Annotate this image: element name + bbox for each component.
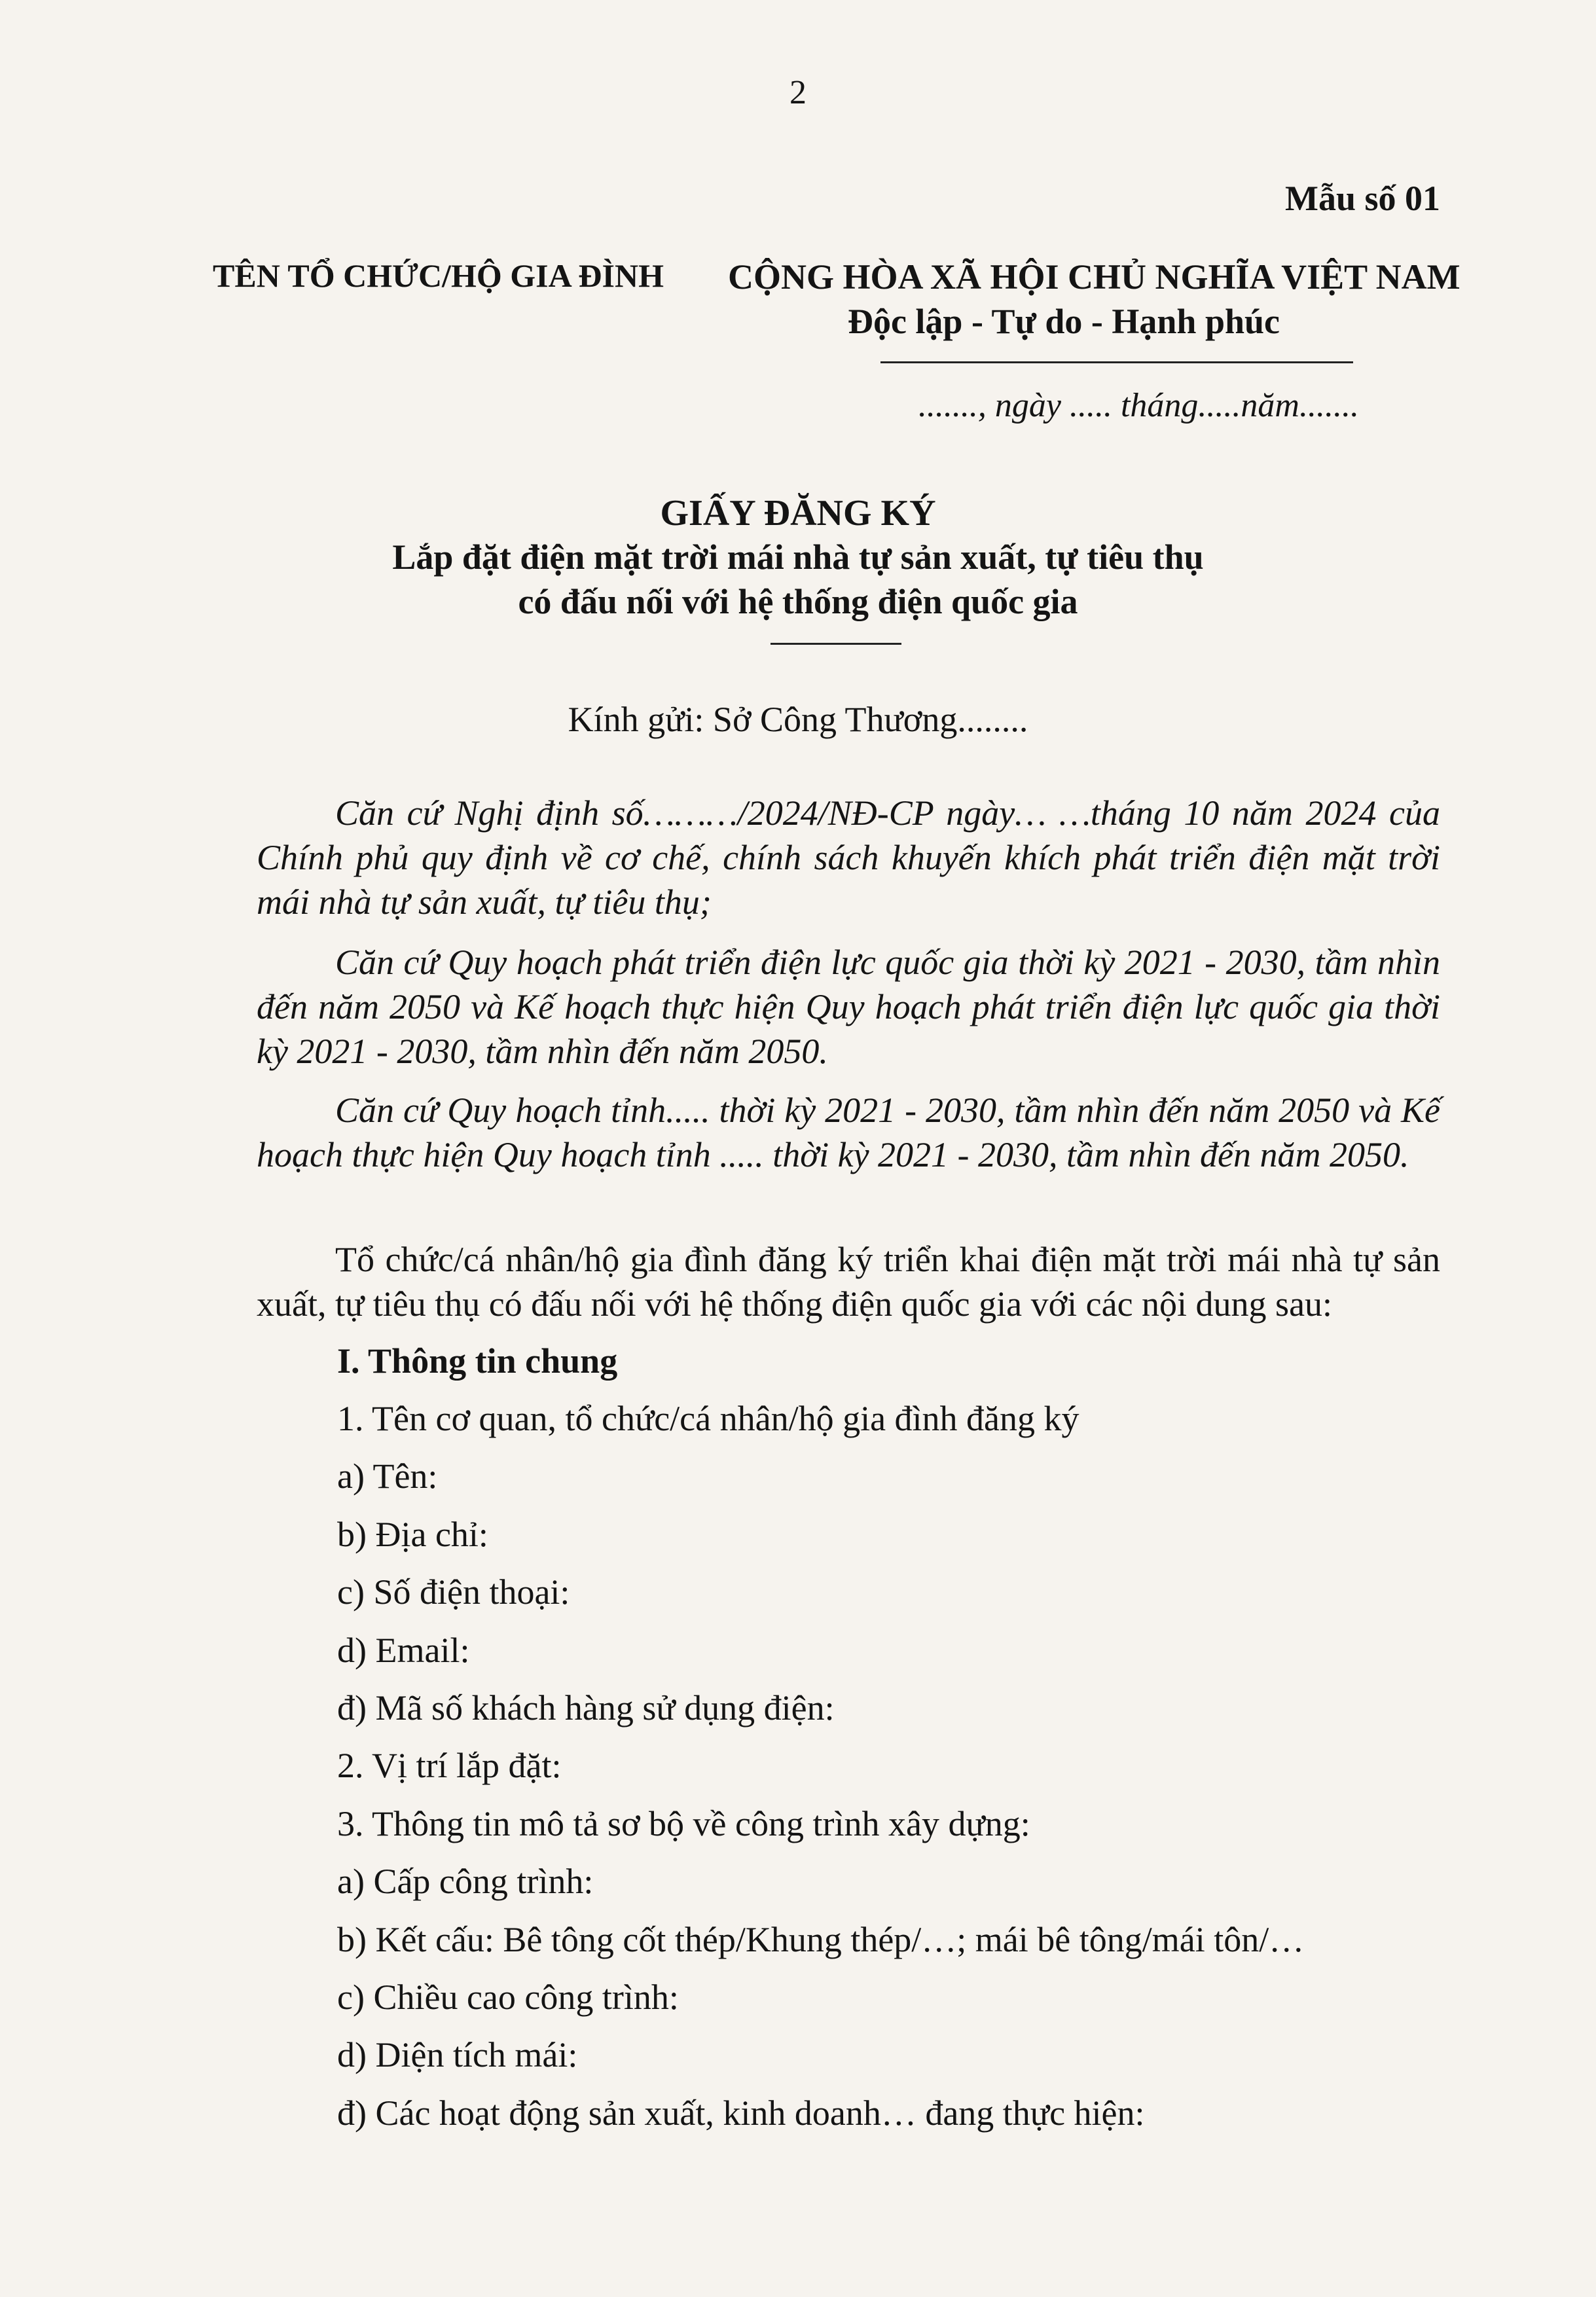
list-item: b) Kết cấu: Bê tông cốt thép/Khung thép/…; mái bê tông/mái tôn/… <box>337 1920 1305 1959</box>
intro-paragraph <box>257 1237 1440 1326</box>
preamble-text: Căn cứ Quy hoạch phát triển điện lực quốc gia thời kỳ 2021 - 2030, tầm nhìn đến năm 2050 và Kế hoạch thực hiện Quy hoạch phát triển điện lực quốc gia thời kỳ 2021 - 2030, tầm nhìn đến năm 2050. <box>257 943 1440 1071</box>
list-item: a) Tên: <box>337 1456 438 1496</box>
preamble-paragraph <box>257 1088 1440 1177</box>
document-title: GIẤY ĐĂNG KÝ <box>660 493 936 534</box>
list-item: đ) Các hoạt động sản xuất, kinh doanh… đang thực hiện: <box>337 2093 1145 2133</box>
preamble-text: Căn cứ Quy hoạch tỉnh..... thời kỳ 2021 - 2030, tầm nhìn đến năm 2050 và Kế hoạch thực hiện Quy hoạch tỉnh ..... thời kỳ 2021 - 2030, tầm nhìn đến năm 2050. <box>257 1091 1440 1174</box>
list-item: b) Địa chỉ: <box>337 1515 488 1554</box>
motto-underline <box>880 361 1353 363</box>
form-code: Mẫu số 01 <box>1284 179 1440 218</box>
organization-name: TÊN TỔ CHỨC/HỘ GIA ĐÌNH <box>213 257 664 294</box>
list-item: 1. Tên cơ quan, tổ chức/cá nhân/hộ gia đình đăng ký <box>337 1399 1079 1438</box>
preamble-paragraph <box>257 791 1440 924</box>
date-line: ......., ngày ..... tháng.....năm....... <box>918 387 1359 424</box>
title-underline <box>771 643 901 645</box>
list-item: d) Email: <box>337 1631 470 1670</box>
document-subtitle-line-2: có đấu nối với hệ thống điện quốc gia <box>518 582 1078 621</box>
list-item: đ) Mã số khách hàng sử dụng điện: <box>337 1688 835 1727</box>
preamble-text: Căn cứ Nghị định số………/2024/NĐ-CP ngày… …tháng 10 năm 2024 của Chính phủ quy định về cơ chế, chính sách khuyến khích phát triển điện mặt trời mái nhà tự sản xuất, tự tiêu thụ; <box>257 793 1440 922</box>
addressee: Kính gửi: Sở Công Thương........ <box>568 700 1028 739</box>
list-item: c) Số điện thoại: <box>337 1572 570 1612</box>
list-item: c) Chiều cao công trình: <box>337 1978 679 2017</box>
list-item: d) Diện tích mái: <box>337 2035 578 2074</box>
page-number: 2 <box>789 74 807 111</box>
preamble-paragraph <box>257 940 1440 1074</box>
motto: Độc lập - Tự do - Hạnh phúc <box>847 302 1280 341</box>
list-item: 2. Vị trí lắp đặt: <box>337 1746 562 1785</box>
intro-text: Tổ chức/cá nhân/hộ gia đình đăng ký triển khai điện mặt trời mái nhà tự sản xuất, tự tiêu thụ có đấu nối với hệ thống điện quốc gia với các nội dung sau: <box>257 1240 1440 1324</box>
section-heading: I. Thông tin chung <box>337 1341 618 1381</box>
list-item: 3. Thông tin mô tả sơ bộ về công trình xây dựng: <box>337 1804 1030 1843</box>
document-subtitle-line-1: Lắp đặt điện mặt trời mái nhà tự sản xuất, tự tiêu thụ <box>392 537 1204 577</box>
nation-title: CỘNG HÒA XÃ HỘI CHỦ NGHĨA VIỆT NAM <box>728 257 1460 297</box>
list-item: a) Cấp công trình: <box>337 1862 594 1901</box>
